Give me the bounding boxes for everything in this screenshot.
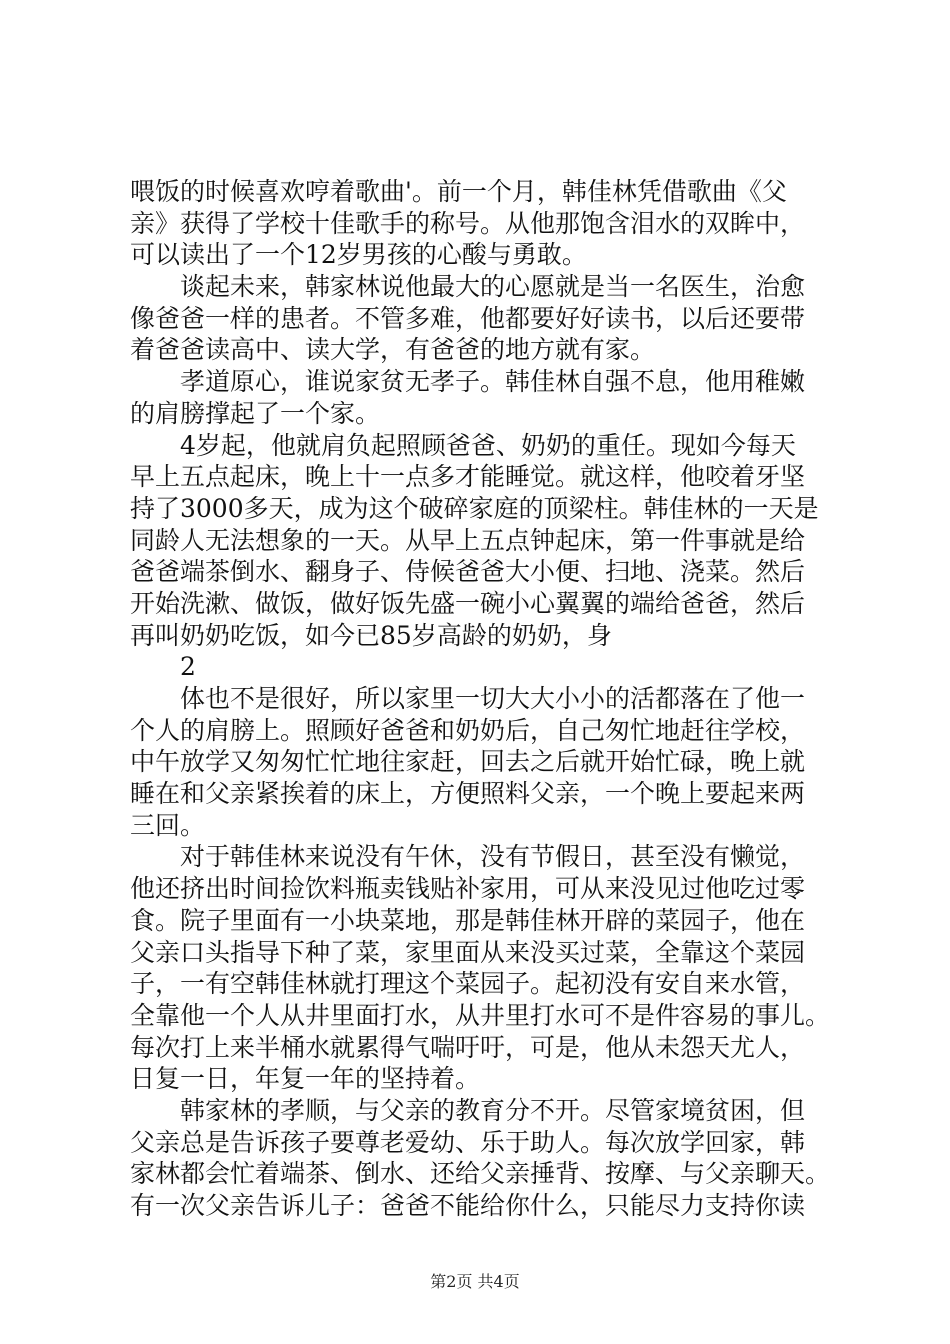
text-line: 睡在和父亲紧挨着的床上，方便照料父亲，一个晚上要起来两 [130,779,806,809]
text-line: 亲》获得了学校十佳歌手的称号。从他那饱含泪水的双眸中， [130,208,806,238]
text-line: 体也不是很好，所以家里一切大大小小的活都落在了他一 [180,684,806,713]
paragraph-p4 [130,430,850,652]
text-line: 再叫奶奶吃饭，如今已85岁高龄的奶奶，身 [130,620,612,650]
paragraph-p2 [130,271,850,366]
text-line: 4岁起，他就肩负起照顾爸爸、奶奶的重任。现如今每天 [180,430,796,460]
text-line: 家林都会忙着端茶、倒水、还给父亲捶背、按摩、与父亲聊天。 [130,1159,831,1189]
paragraph-p7 [130,841,850,1095]
text-line: 对于韩佳林来说没有午休，没有节假日，甚至没有懒觉， [180,842,806,872]
text-line: 中午放学又匆匆忙忙地往家赶，回去之后就开始忙碌，晚上就 [130,747,806,777]
text-line: 三回。 [130,810,206,840]
text-line: 早上五点起床，晚上十一点多才能睡觉。就这样，他咬着牙坚 [130,462,806,492]
text-line: 日复一日，年复一年的坚持着。 [130,1064,481,1094]
paragraph-p5 [130,651,850,683]
text-line: 同龄人无法想象的一天。从早上五点钟起床，第一件事就是给 [130,525,806,555]
text-line: 喂饭的时候喜欢哼着歌曲'。前一个月，韩佳林凭借歌曲《父 [130,177,787,206]
text-line: 着爸爸读高中、读大学，有爸爸的地方就有家。 [130,335,656,365]
text-line: 有一次父亲告诉儿子：爸爸不能给你什么，只能尽力支持你读 [130,1191,806,1220]
text-line: 韩家林的孝顺，与父亲的教育分不开。尽管家境贫困，但 [180,1095,806,1125]
text-line: 谈起未来，韩家林说他最大的心愿就是当一名医生，治愈 [180,272,806,302]
text-line: 父亲总是告诉孩子要尊老爱幼、乐于助人。每次放学回家，韩 [130,1127,806,1157]
text-line: 每次打上来半桶水就累得气喘吁吁，可是，他从未怨天尤人， [130,1032,806,1062]
article-body [130,176,850,1222]
text-line: 他还挤出时间捡饮料瓶卖钱贴补家用，可从来没见过他吃过零 [130,874,806,904]
text-line: 父亲口头指导下种了菜，家里面从来没买过菜，全靠这个菜园 [130,937,806,967]
text-line: 个人的肩膀上。照顾好爸爸和奶奶后，自己匆忙地赶往学校， [130,715,806,745]
text-line: 像爸爸一样的患者。不管多难，他都要好好读书，以后还要带 [130,303,806,333]
text-line: 持了3000多天，成为这个破碎家庭的顶梁柱。韩佳林的一天是 [130,493,819,523]
text-line: 孝道原心，谁说家贫无孝子。韩佳林自强不息，他用稚嫩 [180,367,806,397]
paragraph-p6 [130,683,850,841]
text-line: 开始洗漱、做饭，做好饭先盛一碗小心翼翼的端给爸爸，然后 [130,588,806,618]
paragraph-p1 [130,176,850,271]
text-line: 2 [180,652,196,682]
text-line: 的肩膀撑起了一个家。 [130,398,381,428]
text-line: 子，一有空韩佳林就打理这个菜园子。起初没有安自来水管， [130,969,806,999]
page-footer: 第2页 共4页 [430,1272,520,1291]
paragraph-p3 [130,366,850,429]
text-line: 全靠他一个人从井里面打水，从井里打水可不是件容易的事儿。 [130,1000,831,1030]
text-line: 爸爸端茶倒水、翻身子、侍候爸爸大小便、扫地、浇菜。然后 [130,557,806,587]
paragraph-p8 [130,1095,850,1222]
text-line: 可以读出了一个12岁男孩的心酸与勇敢。 [130,240,587,270]
text-line: 食。院子里面有一小块菜地，那是韩佳林开辟的菜园子，他在 [130,905,806,935]
